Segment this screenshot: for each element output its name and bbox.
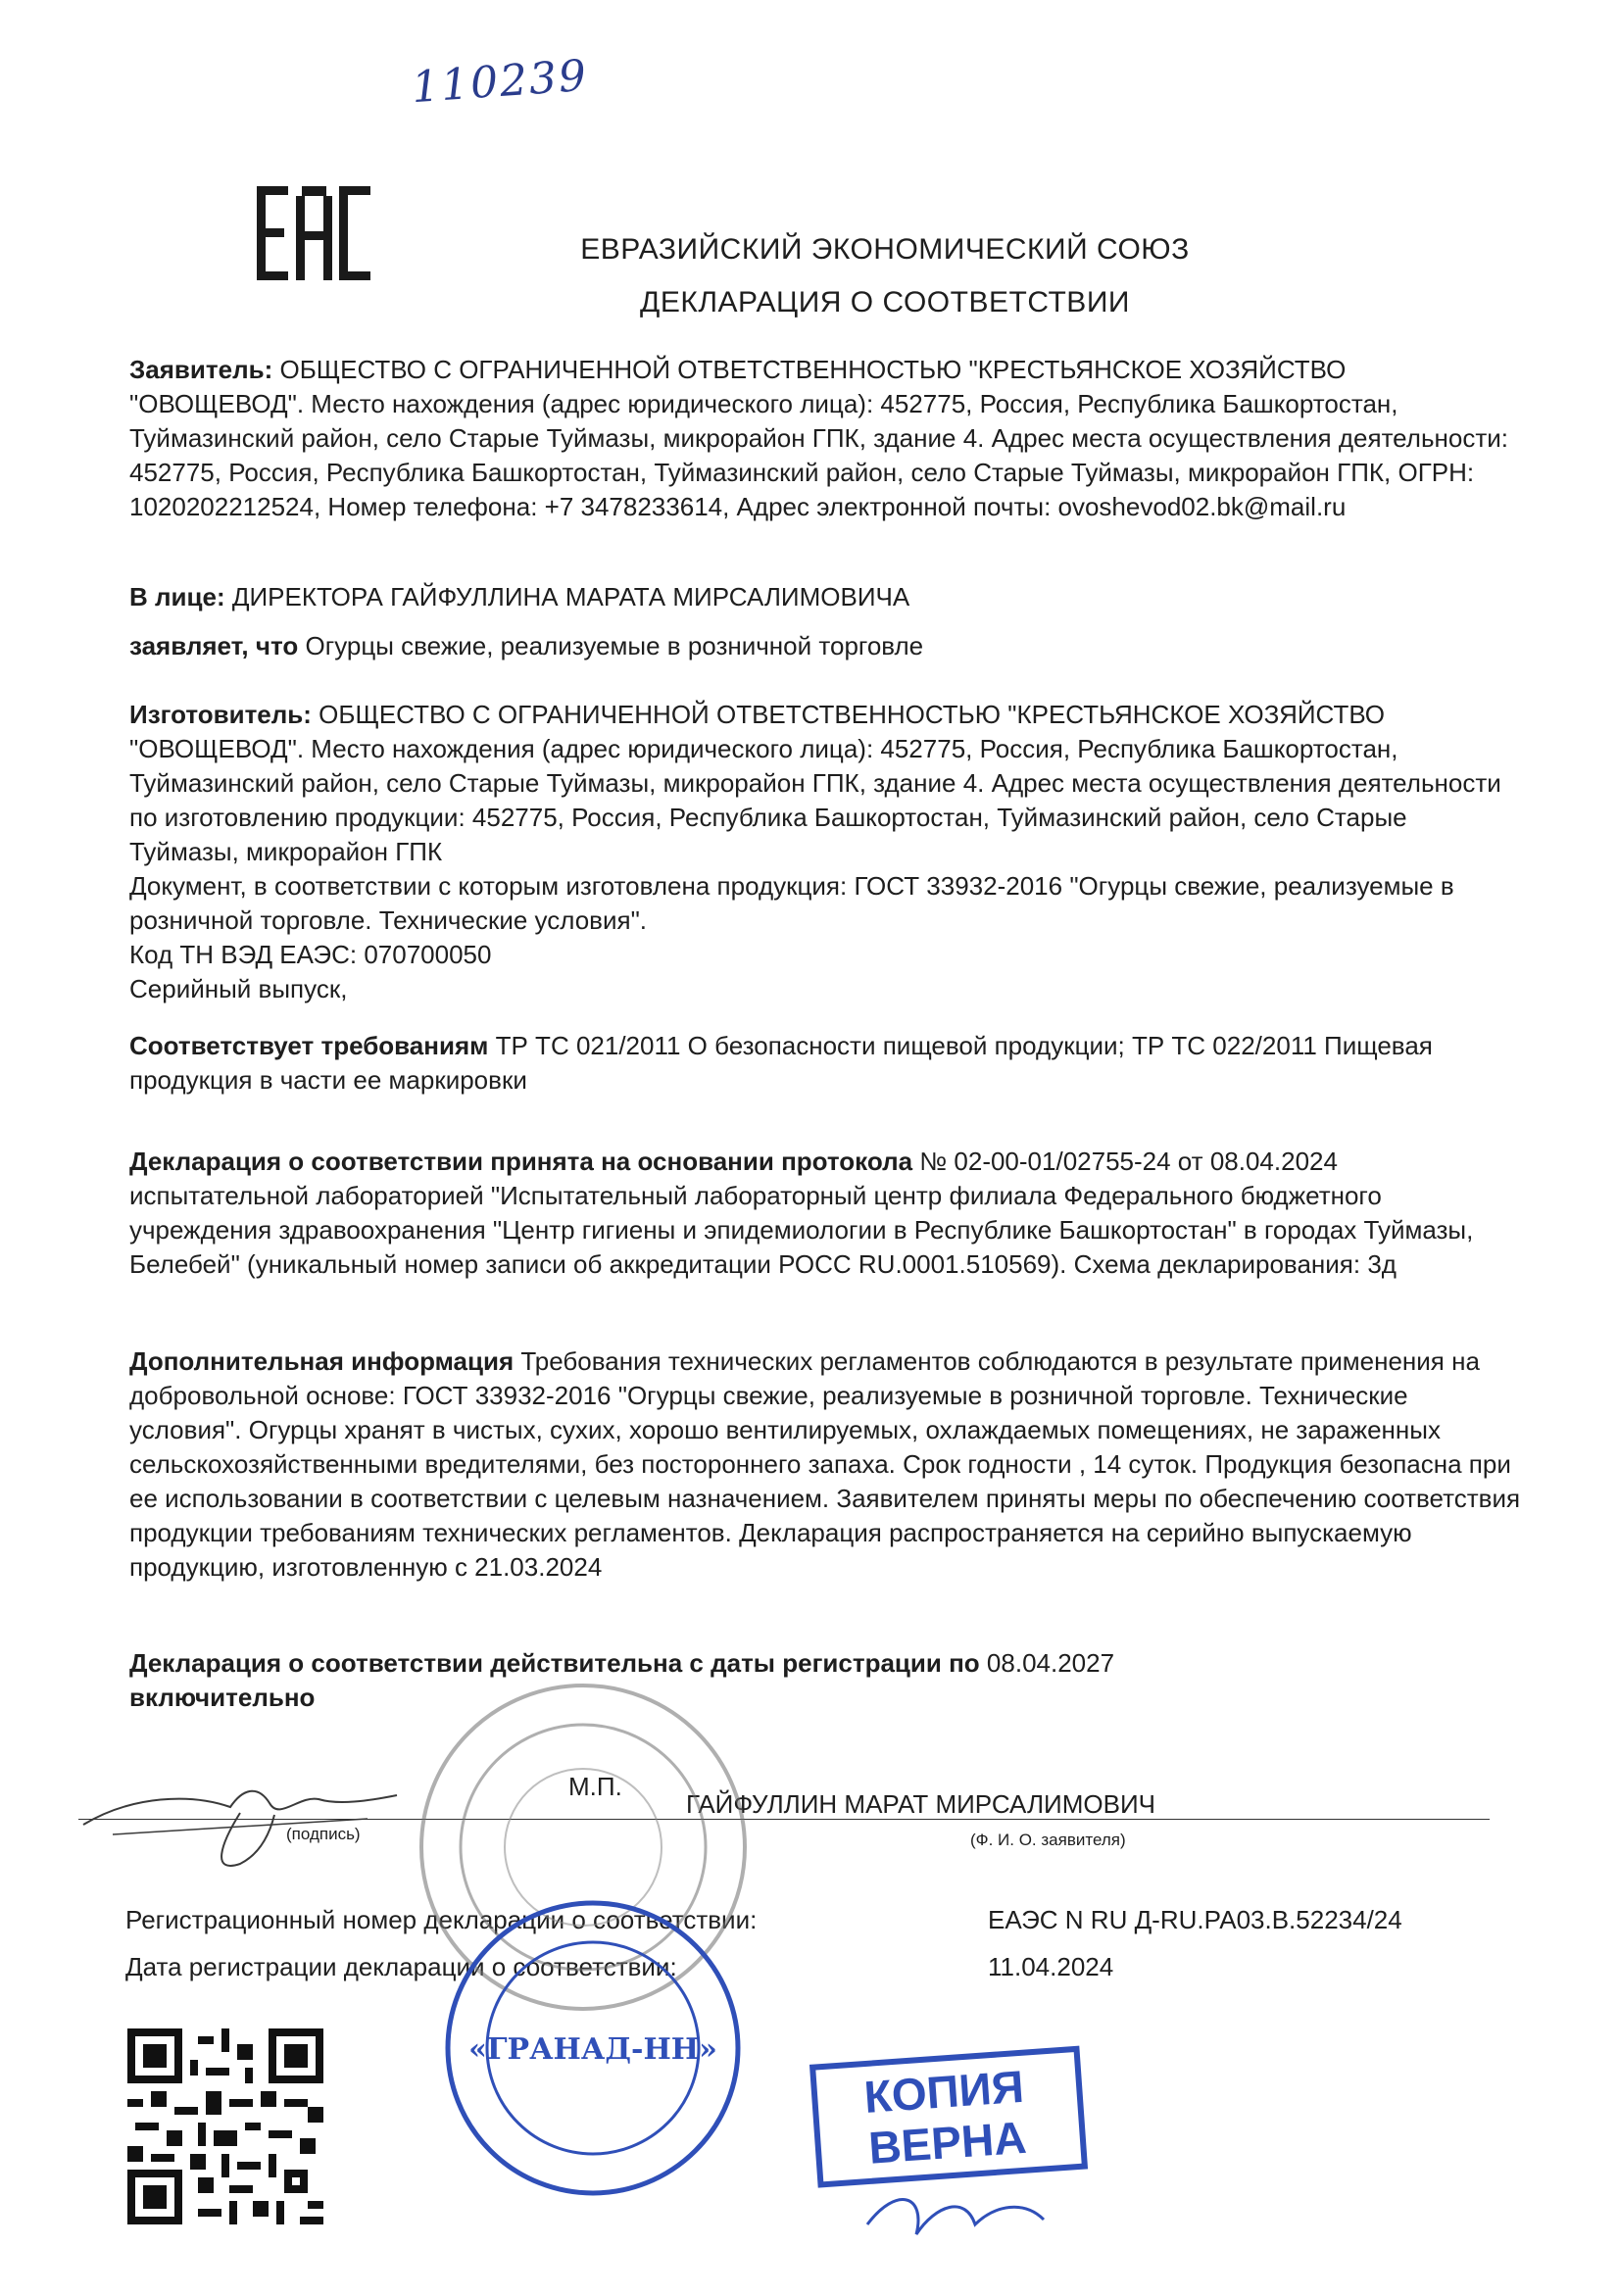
declares-section bbox=[129, 629, 1521, 663]
granad-stamp-name: «ГРАНАД-НН» bbox=[468, 2032, 717, 2067]
basis-section bbox=[129, 1145, 1521, 1282]
applicant-label: Заявитель: bbox=[129, 355, 273, 384]
signature-line bbox=[78, 1819, 1490, 1820]
copy-stamp-line2: ВЕРНА bbox=[866, 2111, 1028, 2174]
manufacturer-text: ОБЩЕСТВО С ОГРАНИЧЕННОЙ ОТВЕТСТВЕННОСТЬЮ "КРЕСТЬЯНСКОЕ ХОЗЯЙСТВО "ОВОЩЕВОД". Место нахождения (адрес юридического лица): 452775, Россия, Республика Башкортостан, Туймазинский район, село Старые Туймазы, микрорайон ГПК, здание 4. Адрес места осуществления деятельности по изготовлению продукции: 452775, Россия, Республика Башкортостан, Туймазинский район, село Старые Туймазы, микрорайон ГПК bbox=[129, 700, 1501, 866]
reg-date: 11.04.2024 bbox=[988, 1952, 1114, 1981]
handwritten-number: 110239 bbox=[410, 50, 590, 114]
represented-section bbox=[129, 580, 1521, 614]
validity-suffix: включительно bbox=[129, 1683, 316, 1712]
mp-label: М.П. bbox=[568, 1772, 622, 1801]
manufacturer-document: Документ, в соответствии с которым изготовлена продукция: ГОСТ 33932-2016 "Огурцы свежие, реализуемые в розничной торговле. Технические условия". bbox=[129, 871, 1454, 935]
signature-caption: (подпись) bbox=[286, 1825, 361, 1843]
granad-stamp bbox=[441, 1896, 745, 2200]
basis-text: № 02-00-01/02755-24 от 08.04.2024 испытательной лабораторией "Испытательный лабораторный центр филиала Федерального бюджетного учреждения здравоохранения "Центр гигиены и эпидемиологии в Республике Башкортостан" в городах Туймазы, Белебей" (уникальный номер записи об аккредитации РОСС RU.0001.510569). Схема декларирования: 3д bbox=[129, 1147, 1474, 1279]
additional-label: Дополнительная информация bbox=[129, 1346, 515, 1376]
signer-name: ГАЙФУЛЛИН МАРАТ МИРСАЛИМОВИЧ bbox=[686, 1789, 1155, 1819]
additional-section bbox=[129, 1344, 1521, 1585]
declares-label: заявляет, что bbox=[129, 631, 299, 660]
copy-verified-stamp bbox=[809, 2038, 1093, 2264]
applicant-section bbox=[129, 353, 1521, 524]
manufacturer-label: Изготовитель: bbox=[129, 700, 312, 729]
reg-date-label: Дата регистрации декларации о соответствии: bbox=[125, 1952, 677, 1981]
basis-label: Декларация о соответствии принята на основании протокола bbox=[129, 1147, 913, 1176]
conforms-text: ТР ТС 021/2011 О безопасности пищевой продукции; ТР ТС 022/2011 Пищевая продукция в части ее маркировки bbox=[129, 1031, 1433, 1095]
declares-text: Огурцы свежие, реализуемые в розничной торговле bbox=[305, 631, 924, 660]
validity-section bbox=[129, 1646, 1521, 1715]
union-title: ЕВРАЗИЙСКИЙ ЭКОНОМИЧЕСКИЙ СОЮЗ bbox=[580, 233, 1190, 266]
represented-label: В лице: bbox=[129, 582, 225, 611]
qr-code[interactable] bbox=[127, 2028, 323, 2224]
tnved-code: Код ТН ВЭД ЕАЭС: 070700050 bbox=[129, 940, 492, 969]
name-caption: (Ф. И. О. заявителя) bbox=[970, 1831, 1126, 1849]
reg-number: ЕАЭС N RU Д-RU.РА03.В.52234/24 bbox=[988, 1905, 1402, 1934]
declaration-title: ДЕКЛАРАЦИЯ О СООТВЕТСТВИИ bbox=[640, 286, 1130, 318]
applicant-text: ОБЩЕСТВО С ОГРАНИЧЕННОЙ ОТВЕТСТВЕННОСТЬЮ "КРЕСТЬЯНСКОЕ ХОЗЯЙСТВО "ОВОЩЕВОД". Место нахождения (адрес юридического лица): 452775, Россия, Республика Башкортостан, Туймазинский район, село Старые Туймазы, микрорайон ГПК, здание 4. Адрес места осуществления деятельности: 452775, Россия, Республика Башкортостан, Туймазинский район, село Старые Туймазы, микрорайон ГПК, ОГРН: 1020202212524, Номер телефона: +7 3478233614, Адрес электронной почты: ovoshevod02.bk@mail.ru bbox=[129, 355, 1508, 521]
validity-date: 08.04.2027 bbox=[986, 1648, 1115, 1678]
serial-release: Серийный выпуск, bbox=[129, 974, 348, 1003]
validity-label: Декларация о соответствии действительна с даты регистрации по bbox=[129, 1648, 980, 1678]
signature-image bbox=[74, 1756, 426, 1903]
conforms-section bbox=[129, 1029, 1521, 1098]
reg-number-label: Регистрационный номер декларации о соответствии: bbox=[125, 1905, 758, 1934]
manufacturer-section bbox=[129, 698, 1521, 1006]
additional-text: Требования технических регламентов соблюдаются в результате применения на добровольной основе: ГОСТ 33932-2016 "Огурцы свежие, реализуемые в розничной торговле. Технические условия". Огурцы хранят в чистых, сухих, хорошо вентилируемых, охлаждаемых помещениях, не зараженных сельскохозяйственными вредителями, без постороннего запаха. Срок годности , 14 суток. Продукция безопасна при ее использовании в соответствии с целевым назначением. Заявителем приняты меры по обеспечению соответствия продукции требованиям технических регламентов. Декларация распространяется на серийно выпускаемую продукцию, изготовленную с 21.03.2024 bbox=[129, 1346, 1521, 1582]
conforms-label: Соответствует требованиям bbox=[129, 1031, 489, 1060]
copy-stamp-line1: КОПИЯ bbox=[862, 2060, 1026, 2124]
represented-text: ДИРЕКТОРА ГАЙФУЛЛИНА МАРАТА МИРСАЛИМОВИЧА bbox=[231, 582, 910, 611]
